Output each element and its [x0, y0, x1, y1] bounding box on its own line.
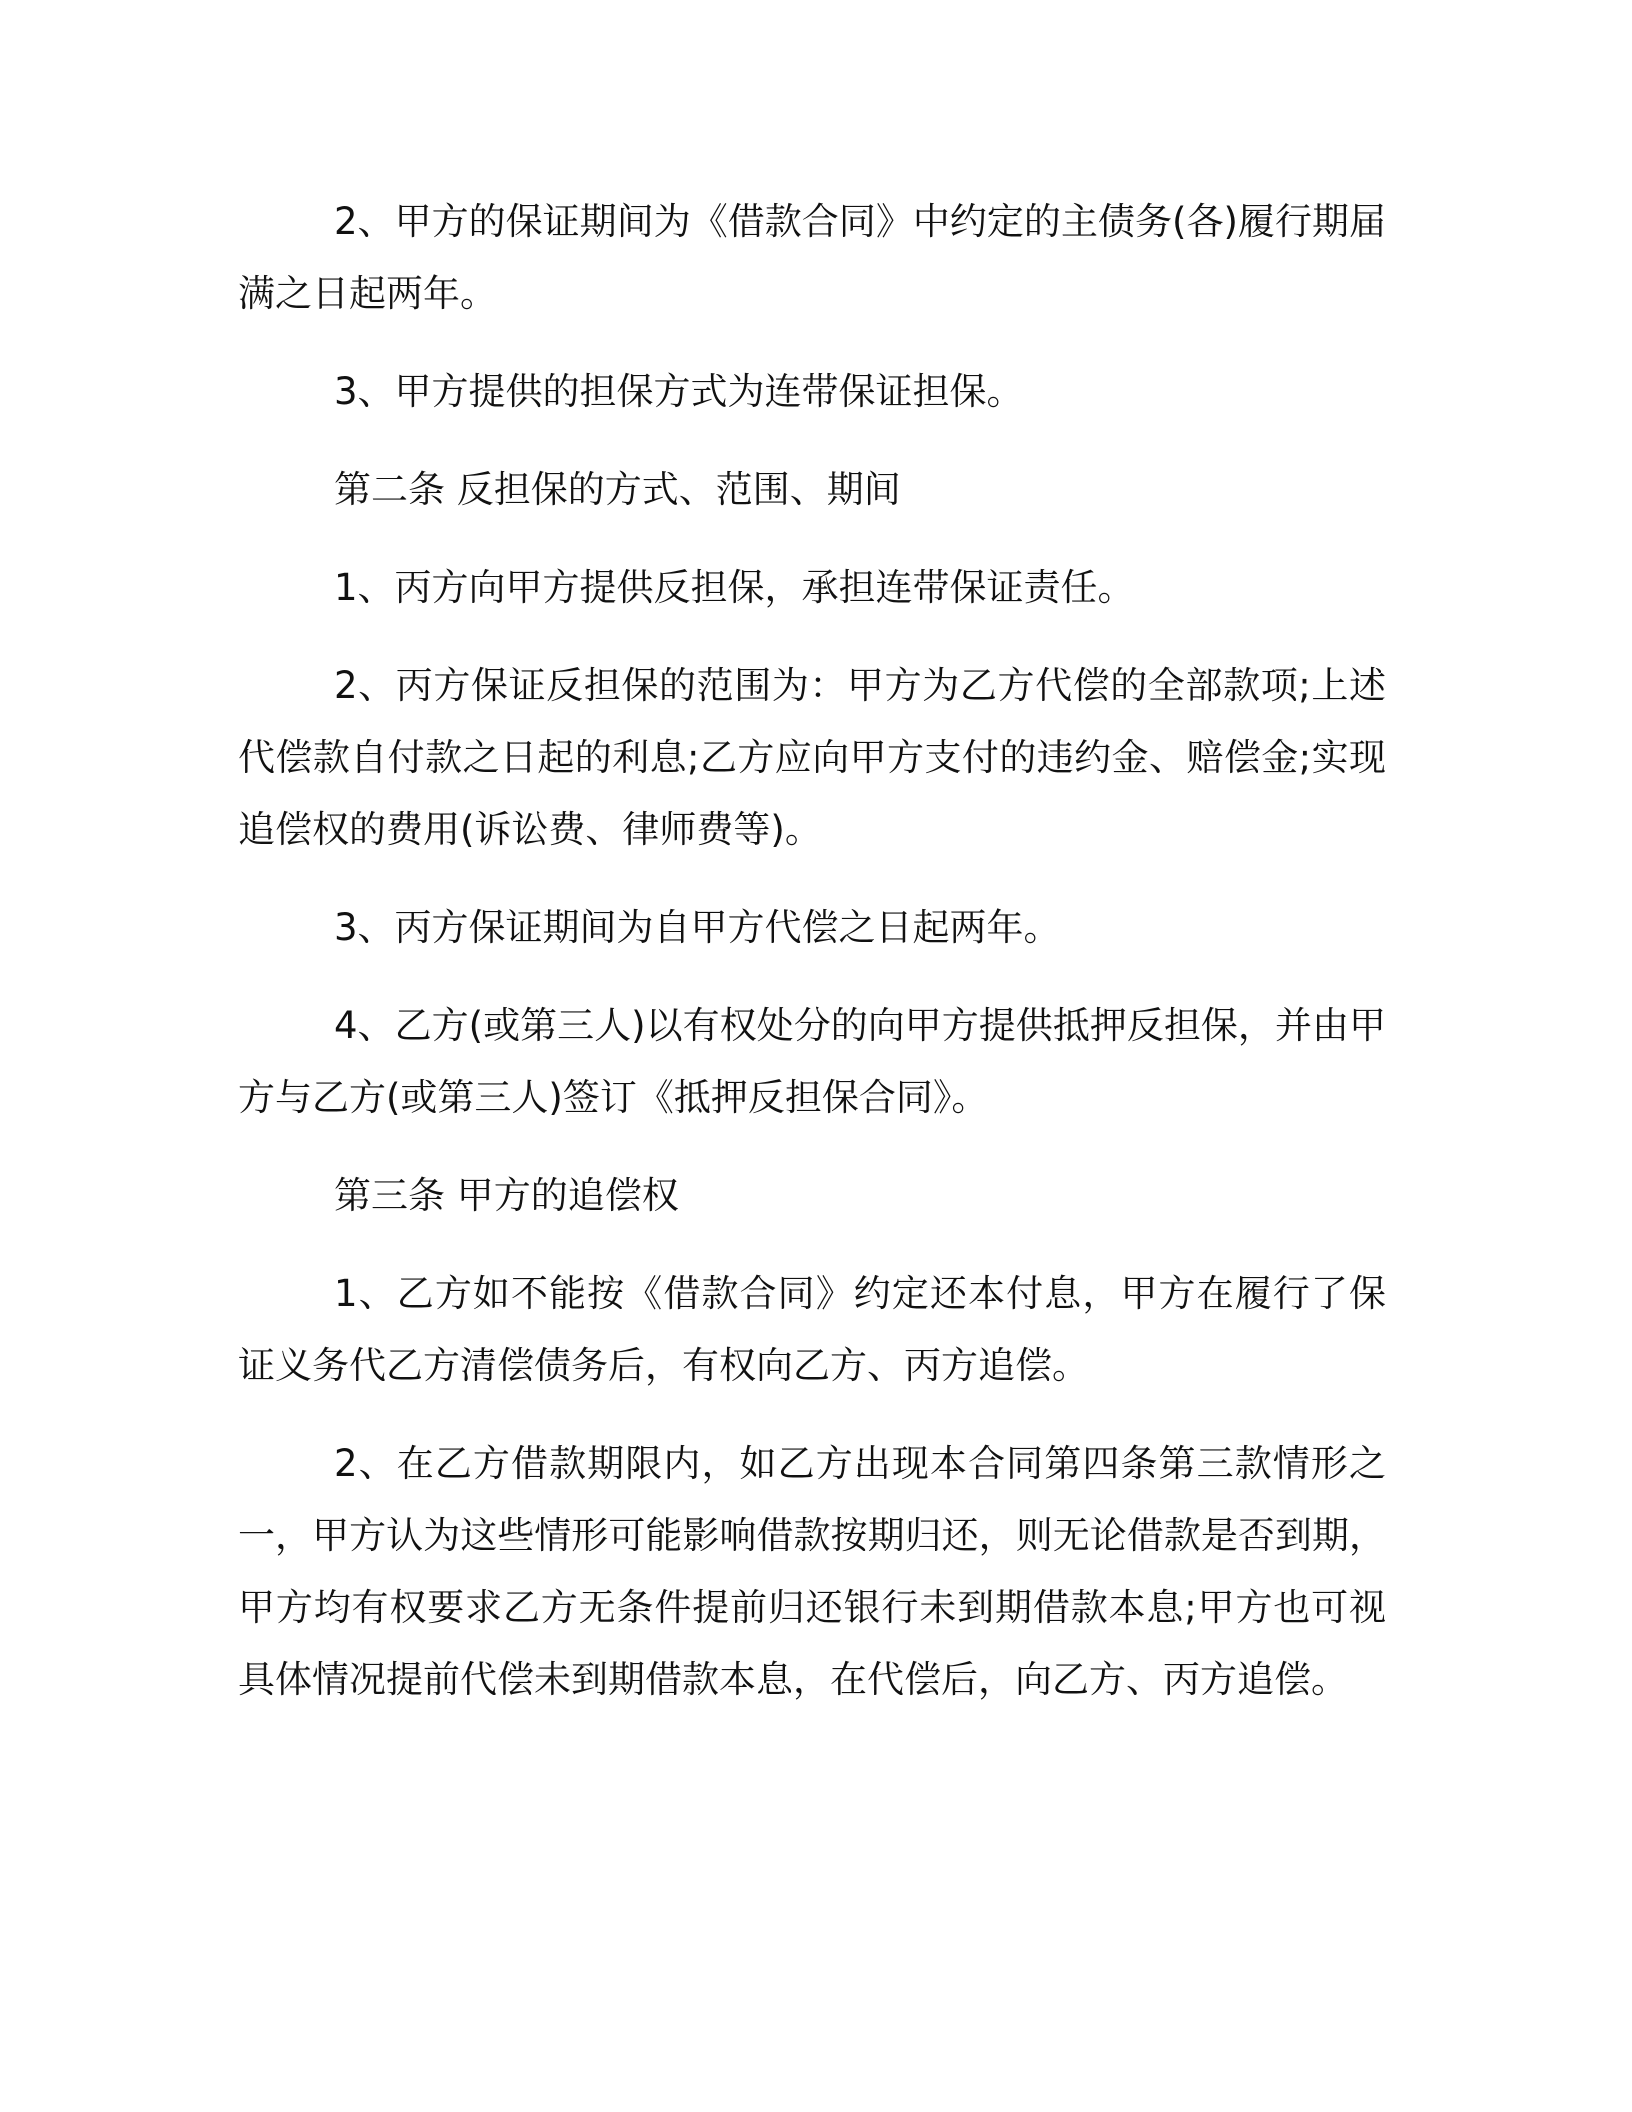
clause-paragraph: 1、乙方如不能按《借款合同》约定还本付息，甲方在履行了保证义务代乙方清偿债务后，有权向乙方、丙方追偿。	[238, 1272, 1386, 1387]
article-heading: 第三条 甲方的追偿权	[334, 1174, 679, 1217]
clause-paragraph: 4、乙方(或第三人)以有权处分的向甲方提供抵押反担保，并由甲方与乙方(或第三人)签订《抵押反担保合同》。	[238, 1004, 1386, 1119]
document-body	[238, 186, 1386, 1742]
clause-paragraph: 2、在乙方借款期限内，如乙方出现本合同第四条第三款情形之一，甲方认为这些情形可能影响借款按期归还，则无论借款是否到期，甲方均有权要求乙方无条件提前归还银行未到期借款本息;甲方也可视具体情况提前代偿未到期借款本息，在代偿后，向乙方、丙方追偿。	[238, 1442, 1386, 1701]
clause-paragraph: 2、丙方保证反担保的范围为：甲方为乙方代偿的全部款项;上述代偿款自付款之日起的利息;乙方应向甲方支付的违约金、赔偿金;实现追偿权的费用(诉讼费、律师费等)。	[238, 664, 1386, 851]
clause-paragraph: 3、甲方提供的担保方式为连带保证担保。	[334, 370, 1024, 413]
clause-paragraph: 1、丙方向甲方提供反担保，承担连带保证责任。	[334, 566, 1135, 609]
clause-paragraph: 2、甲方的保证期间为《借款合同》中约定的主债务(各)履行期届满之日起两年。	[238, 200, 1386, 315]
clause-paragraph: 3、丙方保证期间为自甲方代偿之日起两年。	[334, 906, 1061, 949]
article-heading: 第二条 反担保的方式、范围、期间	[334, 468, 901, 511]
